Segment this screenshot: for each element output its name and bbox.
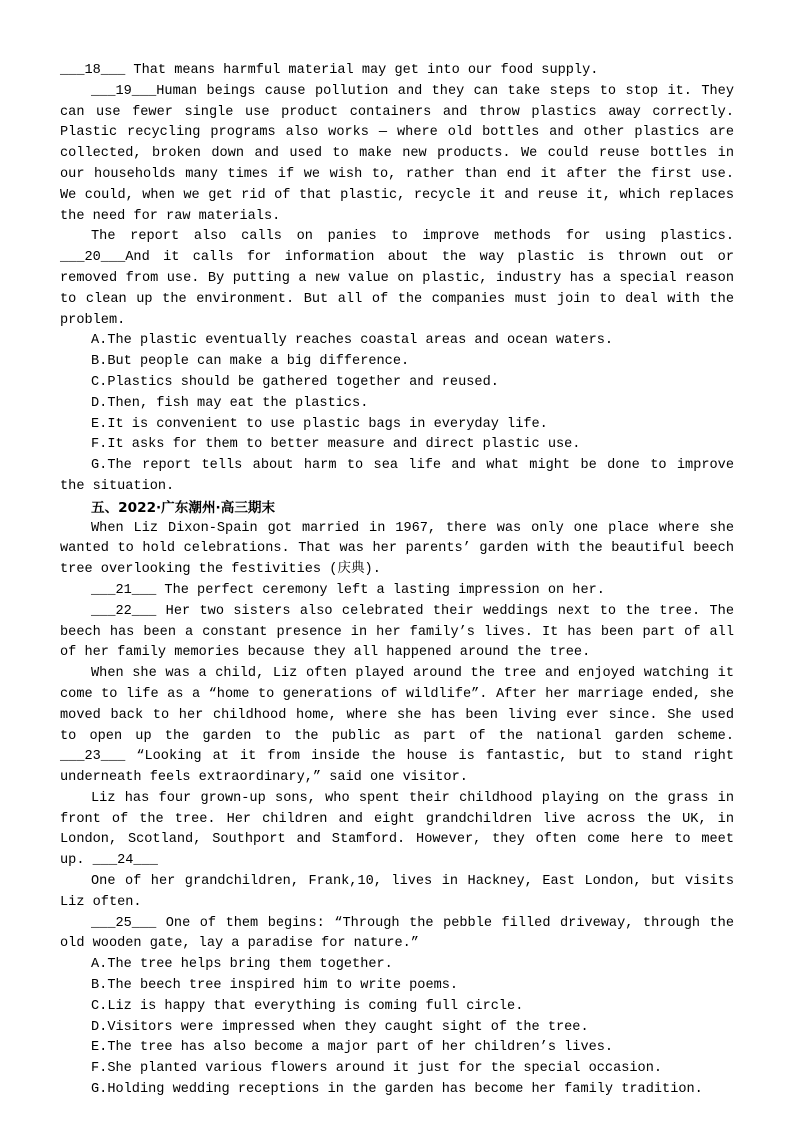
option-g: G.Holding wedding receptions in the garden has become her family tradition.: [91, 1082, 703, 1098]
paragraph-21: ___21___ The perfect ceremony left a lasting impression on her.: [91, 582, 605, 598]
option-d: D.Visitors were impressed when they caught sight of the tree.: [91, 1019, 589, 1035]
paragraph-24: Liz has four grown-up sons, who spent their childhood playing on the grass in front of the tree. Her children and eight grandchildren live across the UK, in London, Scotland, Southport and Stamford. However, they often come here to meet up. ___24___: [60, 790, 734, 869]
option-f: F.She planted various flowers around it just for the special occasion.: [91, 1061, 663, 1077]
option-c: C.Plastics should be gathered together and reused.: [91, 374, 499, 390]
option-b: B.But people can make a big difference.: [91, 354, 410, 370]
document-page: [60, 61, 734, 1101]
paragraph-19: ___19___Human beings cause pollution and they can take steps to stop it. They can use fewer single use product containers and throw plastics away correctly. Plastic recycling programs also works — where old bottles and other plastics are collected, broken down and used to make new products. We could reuse bottles in our households many times if we wish to, rather than end it after the first use. We could, when we get rid of that plastic, recycle it and reuse it, which replaces the need for raw materials.: [60, 83, 734, 224]
section-heading: 五、2022·广东潮州·高三期末: [91, 499, 276, 516]
option-g: G.The report tells about harm to sea life and what might be done to improve the situation.: [60, 458, 734, 494]
option-c: C.Liz is happy that everything is coming full circle.: [91, 998, 524, 1014]
option-a: A.The tree helps bring them together.: [91, 957, 393, 973]
paragraph-18: ___18___ That means harmful material may get into our food supply.: [60, 63, 599, 78]
option-b: B.The beech tree inspired him to write poems.: [91, 978, 459, 994]
paragraph-25: ___25___ One of them begins: “Through the pebble filled driveway, through the old wooden gate, lay a paradise for nature.”: [60, 915, 734, 952]
paragraph-22: ___22___ Her two sisters also celebrated their weddings next to the tree. The beech has been a constant presence in her family’s lives. It has been part of all of her family memories because they all happened around the tree.: [60, 603, 734, 661]
paragraph-20: The report also calls on panies to improve methods for using plastics. ___20___And it calls for information about the way plastic is thrown out or removed from use. By putting a new value on plastic, industry has a special reason to clean up the environment. But all of the companies must join to deal with the problem.: [60, 229, 734, 328]
option-f: F.It asks for them to better measure and direct plastic use.: [91, 437, 581, 453]
option-a: A.The plastic eventually reaches coastal areas and ocean waters.: [91, 333, 614, 349]
paragraph-23: When she was a child, Liz often played around the tree and enjoyed watching it come to life as a “home to generations of wildlife”. After her marriage ended, she moved back to her childhood home, where she has been living ever since. She used to open up the garden to the public as part of the national garden scheme. ___23___ “Looking at it from inside the house is fantastic, but to stand right underneath feels extraordinary,” said one visitor.: [60, 666, 734, 786]
option-e: E.It is convenient to use plastic bags in everyday life.: [91, 416, 548, 432]
option-e: E.The tree has also become a major part of her children’s lives.: [91, 1040, 614, 1056]
option-d: D.Then, fish may eat the plastics.: [91, 395, 369, 411]
paragraph-frank: One of her grandchildren, Frank,10, lives in Hackney, East London, but visits Liz often.: [60, 874, 734, 910]
paragraph-intro: When Liz Dixon-Spain got married in 1967, there was only one place where she wanted to hold celebrations. That was her parents’ garden with the beautiful beech tree overlooking the festivities (庆典).: [60, 520, 734, 578]
